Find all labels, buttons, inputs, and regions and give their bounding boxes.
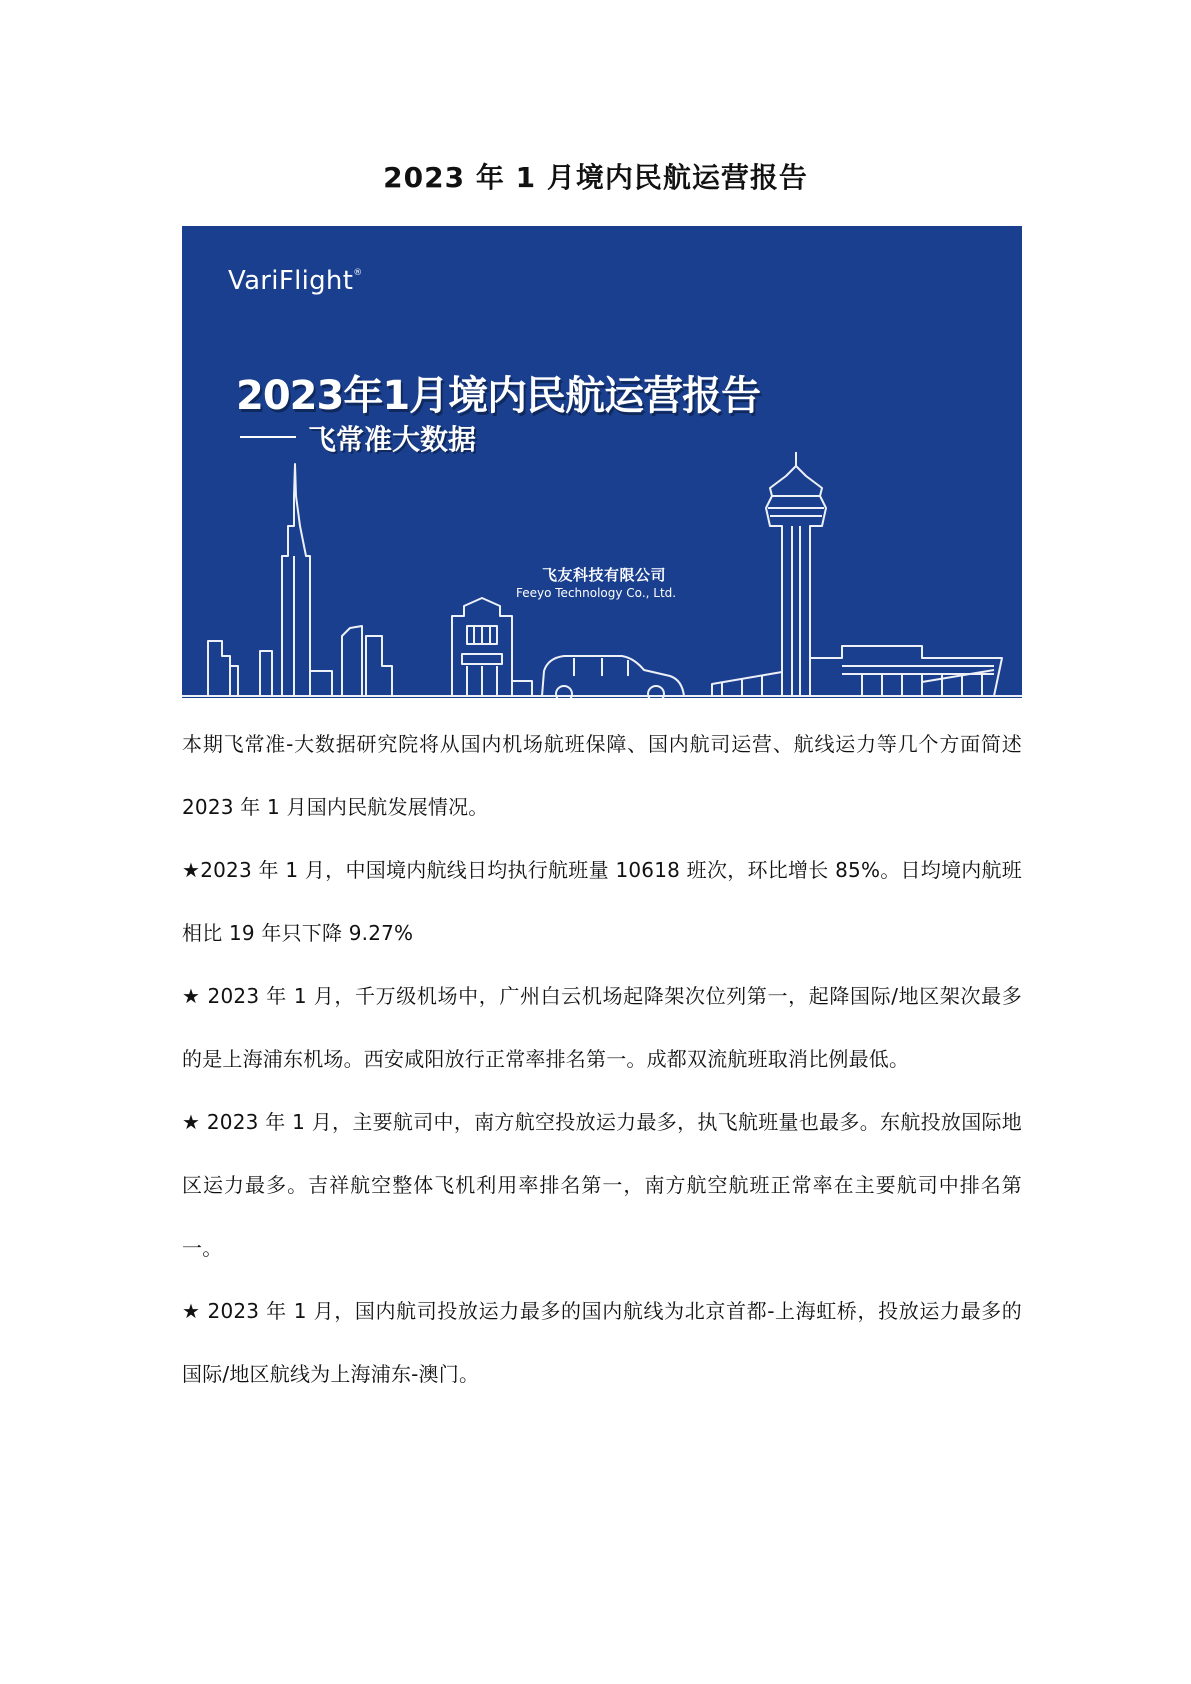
spire-tower	[282, 464, 310, 696]
company-name-en: Feeyo Technology Co., Ltd.	[516, 586, 677, 600]
report-body	[182, 713, 1022, 1406]
company-name-cn: 飞友科技有限公司	[542, 566, 667, 584]
paragraph-intro: 本期飞常准-大数据研究院将从国内机场航班保障、国内航司运营、航线运力等几个方面简述 2023 年 1 月国内民航发展情况。	[182, 732, 1022, 819]
building-left-1	[208, 641, 230, 696]
building-mid-1	[310, 671, 332, 696]
cover-banner	[182, 226, 1022, 698]
terminal-building	[810, 646, 1002, 696]
paragraph-flights-volume: ★2023 年 1 月，中国境内航线日均执行航班量 10618 班次，环比增长 85%。日均境内航班相比 19 年只下降 9.27%	[182, 858, 1022, 945]
paragraph-routes: ★ 2023 年 1 月，国内航司投放运力最多的国内航线为北京首都-上海虹桥，投放运力最多的国际/地区航线为上海浦东-澳门。	[182, 1299, 1022, 1386]
building-mid-3	[366, 636, 392, 696]
low-building	[512, 681, 532, 696]
building-mid-2	[342, 626, 362, 696]
paragraph-airlines: ★ 2023 年 1 月，主要航司中，南方航空投放运力最多，执飞航班量也最多。东航投放国际地区运力最多。吉祥航空整体飞机利用率排名第一，南方航空航班正常率在主要航司中排名第一。	[182, 1110, 1022, 1260]
control-tower	[766, 466, 826, 696]
colonial-balcony	[462, 654, 502, 664]
banner-subtitle: 飞常准大数据	[308, 423, 477, 456]
banner-title: 2023年1月境内民航运营报告	[236, 373, 761, 419]
city-skyline-illustration	[182, 226, 1022, 698]
page-title: 2023 年 1 月境内民航运营报告	[383, 161, 808, 194]
registered-mark: ®	[353, 268, 363, 278]
logo-text: VariFlight	[228, 266, 354, 296]
building-left-3	[260, 651, 272, 696]
paragraph-airports: ★ 2023 年 1 月，千万级机场中，广州白云机场起降架次位列第一，起降国际/地区架次最多的是上海浦东机场。西安咸阳放行正常率排名第一。成都双流航班取消比例最低。	[182, 984, 1022, 1071]
building-left-2	[230, 666, 238, 696]
